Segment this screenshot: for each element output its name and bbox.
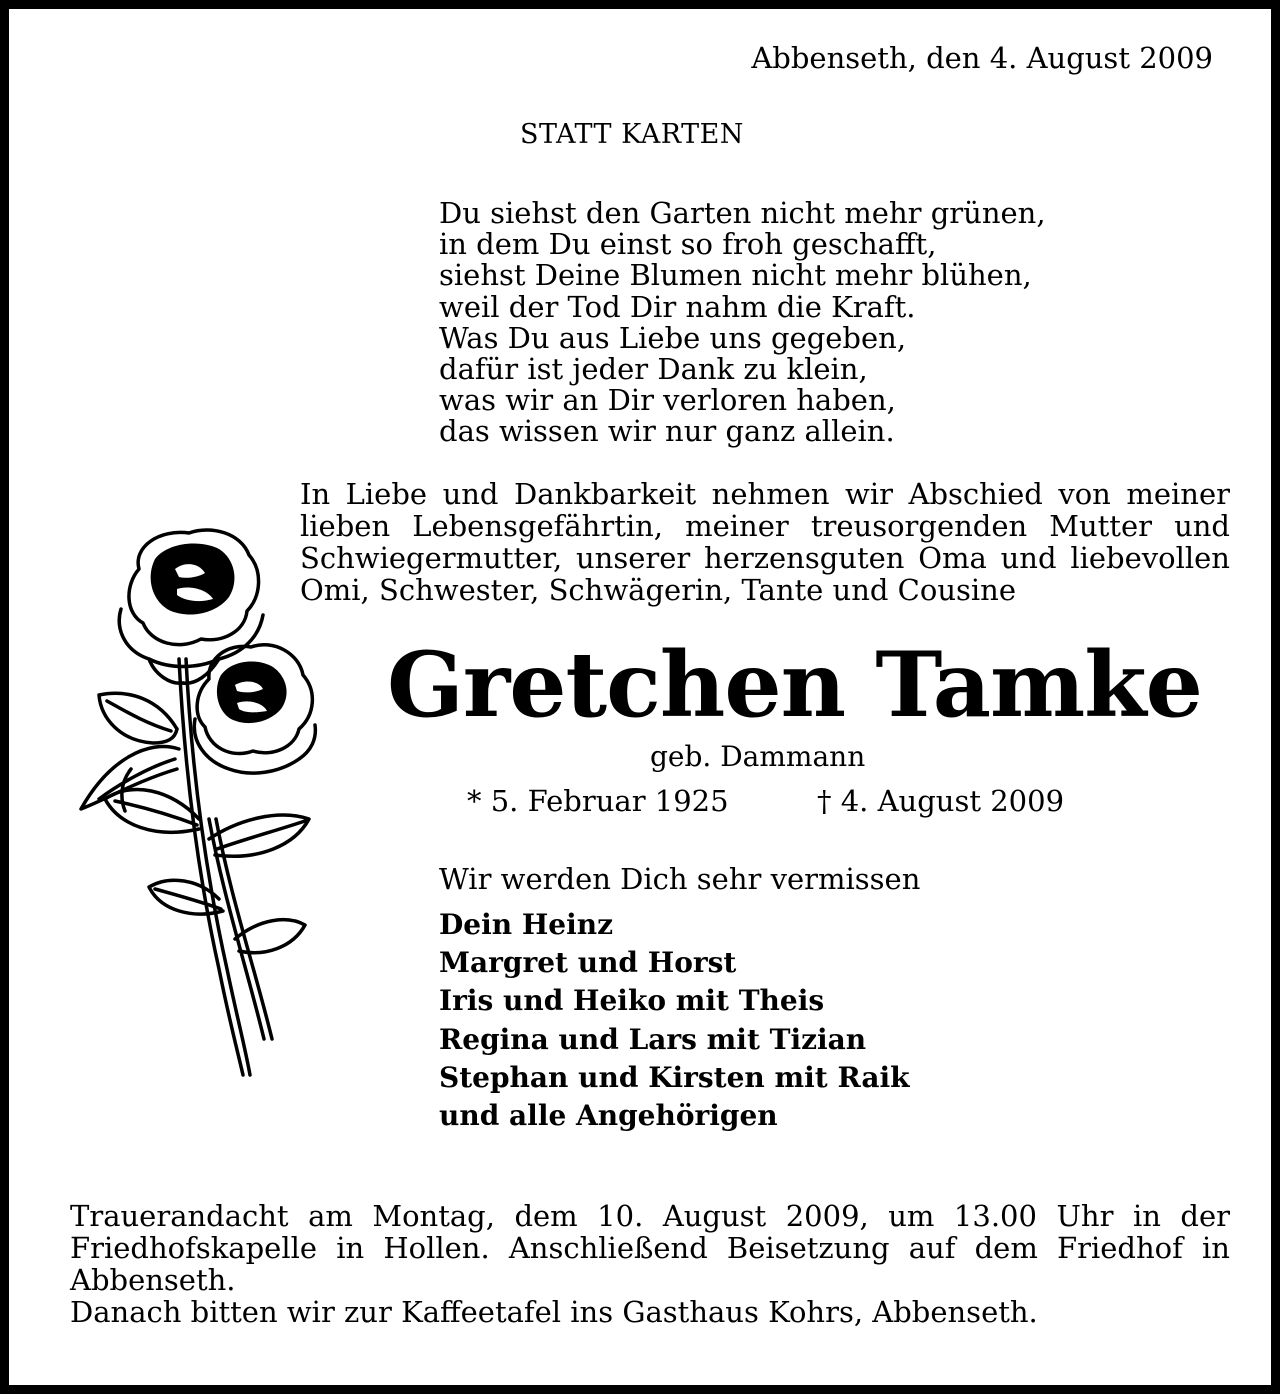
deceased-name: Gretchen Tamke (387, 632, 1202, 738)
birth-date: * 5. Februar 1925 (467, 784, 729, 818)
funeral-details (70, 1200, 1230, 1328)
mourner-name: Stephan und Kirsten mit Raik (439, 1060, 910, 1094)
statt-karten-heading: STATT KARTEN (520, 119, 744, 150)
poem-line: weil der Tod Dir nahm die Kraft. (439, 289, 916, 324)
mourner-name: Margret und Horst (439, 946, 737, 980)
farewell-text (300, 478, 1230, 606)
funeral-line: Friedhofskapelle in Hollen. Anschließend Beisetzung auf dem Friedhof in (70, 1231, 1230, 1265)
rose-icon (59, 519, 329, 1089)
farewell-line: In Liebe und Dankbarkeit nehmen wir Abschied von meiner (300, 477, 1230, 511)
poem-line: dafür ist jeder Dank zu klein, (439, 352, 868, 387)
mourners-intro: Wir werden Dich sehr vermissen (439, 862, 921, 896)
mourner-name: und alle Angehörigen (439, 1099, 778, 1133)
poem-line: was wir an Dir verloren haben, (439, 383, 896, 418)
birth-name: geb. Dammann (650, 740, 866, 773)
place-date: Abbenseth, den 4. August 2009 (751, 41, 1213, 75)
mourner-name: Iris und Heiko mit Theis (439, 984, 825, 1018)
funeral-line: Danach bitten wir zur Kaffeetafel ins Gasthaus Kohrs, Abbenseth. (70, 1295, 1038, 1329)
poem-line: Was Du aus Liebe uns gegeben, (439, 320, 907, 355)
mourner-name: Dein Heinz (439, 908, 614, 941)
funeral-line: Trauerandacht am Montag, dem 10. August 2009, um 13.00 Uhr in der (70, 1199, 1230, 1233)
funeral-line: Abbenseth. (70, 1263, 236, 1297)
mourners-list (439, 906, 910, 1135)
death-date: † 4. August 2009 (817, 784, 1065, 818)
farewell-line: Omi, Schwester, Schwägerin, Tante und Cousine (300, 573, 1016, 607)
farewell-line: lieben Lebensgefährtin, meiner treusorgenden Mutter und (300, 509, 1230, 543)
poem-line: in dem Du einst so froh geschafft, (439, 227, 937, 262)
farewell-line: Schwiegermutter, unserer herzensguten Oma und liebevollen (300, 541, 1230, 575)
mourner-name: Regina und Lars mit Tizian (439, 1022, 867, 1056)
poem (439, 198, 1046, 448)
poem-line: Du siehst den Garten nicht mehr grünen, (439, 196, 1046, 230)
poem-line: siehst Deine Blumen nicht mehr blühen, (439, 258, 1032, 293)
poem-line: das wissen wir nur ganz allein. (439, 414, 895, 449)
